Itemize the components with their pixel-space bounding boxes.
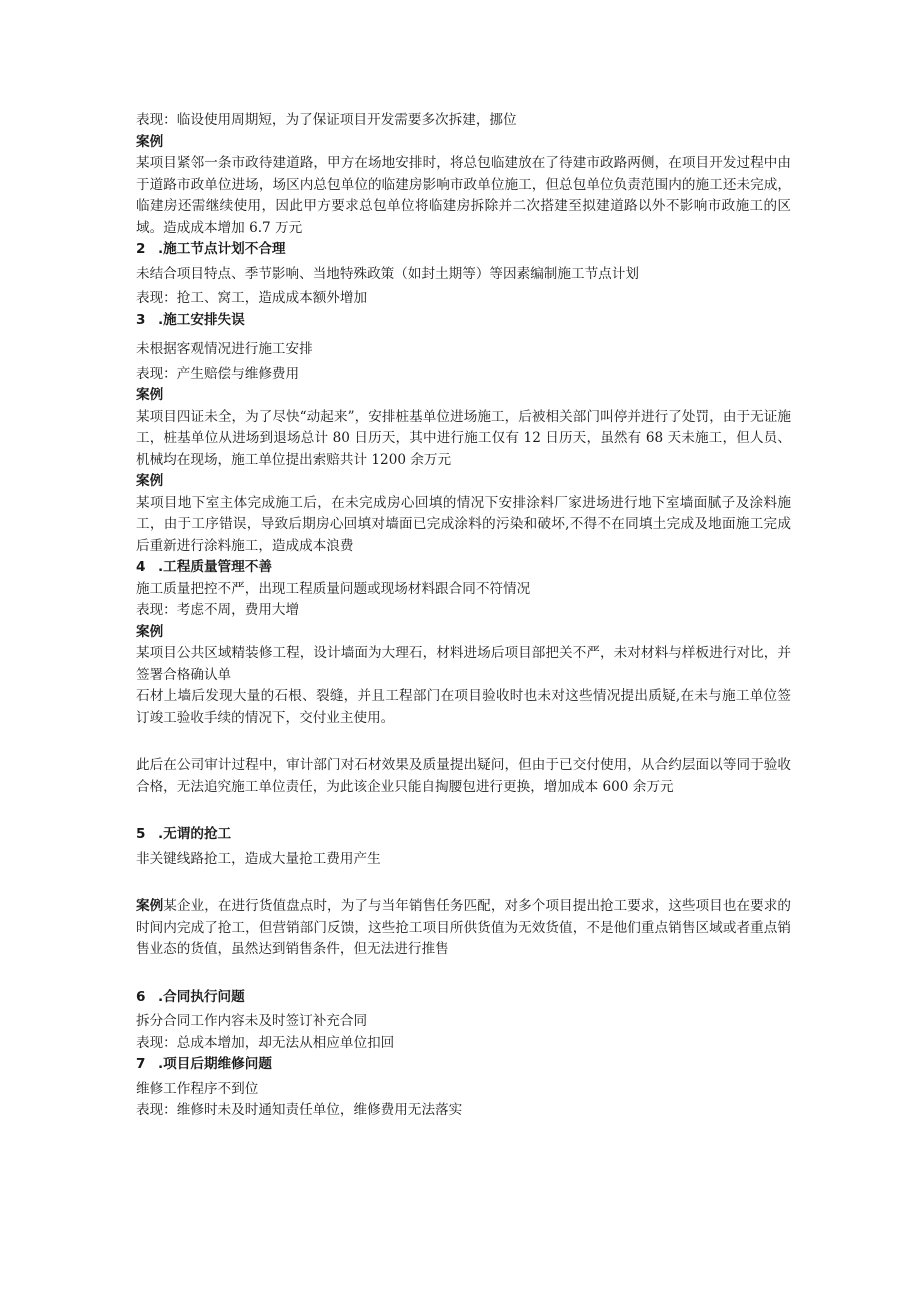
case-label: 案例 [136, 898, 164, 914]
section-title: .无谓的抢工 [158, 826, 232, 842]
section-title: .工程质量管理不善 [158, 559, 272, 575]
paragraph-arrangement-cause: 未根据客观情况进行施工安排 [136, 341, 313, 357]
section-heading-2 [136, 239, 791, 261]
case-text-stone-2: 石材上墙后发现大量的石根、裂缝，并且工程部门在项目验收时也未对这些情况提出质疑,在未与施工单位签订竣工验收手续的情况下，交付业主使用。 [136, 688, 791, 726]
paragraph-maintenance-cause: 维修工作程序不到位 [136, 1080, 259, 1097]
section-title: .施工安排失误 [158, 311, 245, 328]
section-heading-3 [136, 310, 791, 332]
paragraph-schedule-symptom: 表现：抢工、窝工，造成成本额外增加 [136, 290, 368, 306]
section-heading-5 [136, 824, 791, 846]
section-number: 5 [136, 826, 146, 842]
section-title: .合同执行问题 [158, 988, 245, 1005]
case-label: 案例 [136, 623, 164, 640]
section-heading-6 [136, 987, 791, 1009]
paragraph-schedule-cause: 未结合项目特点、季节影响、当地特殊政策（如封土期等）等因素编制施工节点计划 [136, 265, 639, 282]
case-text-rush: 某企业，在进行货值盘点时，为了与当年销售任务匹配，对多个项目提出抢工要求，这些项目也在要求的时间内完成了抢工，但营销部门反馈，这些抢工项目所供货值为无效货值，不是他们重点销售区域或者重点销售业态的货值，虽然达到销售条件，但无法进行推售 [136, 898, 791, 957]
paragraph-quality-cause: 施工质量把控不严，出现工程质量问题或现场材料跟合同不符情况 [136, 580, 531, 597]
case-paragraph-rush [136, 896, 791, 961]
paragraph-maintenance-symptom: 表现：维修时未及时通知责任单位，维修费用无法落实 [136, 1102, 463, 1118]
section-number: 2 [136, 241, 146, 257]
case-text-stone-3: 此后在公司审计过程中，审计部门对石材效果及质量提出疑问，但由于已交付使用，从合约层面以等同于验收合格，无法追究施工单位责任，为此该企业只能自掏腰包进行更换，增加成本 600 余万元 [136, 757, 791, 795]
case-label: 案例 [136, 473, 164, 489]
paragraph-temp-facility-symptom: 表现：临设使用周期短，为了保证项目开发需要多次拆建，挪位 [136, 112, 517, 128]
section-number: 7 [136, 1056, 146, 1072]
section-heading-4 [136, 557, 791, 579]
case-text-temp-facility: 某项目紧邻一条市政待建道路，甲方在场地安排时，将总包临建放在了待建市政路两侧，在项目开发过程中由于道路市政单位进场，场区内总包单位的临建房影响市政单位施工，但总包单位负责范围内的施工还未完成，临建房还需继续使用，因此甲方要求总包单位将临建房拆除并二次搭建至拟建道路以外不影响市政施工的区域。造成成本增加 6.7 万元 [136, 155, 791, 236]
paragraph-contract-cause: 拆分合同工作内容未及时签订补充合同 [136, 1013, 368, 1029]
section-number: 4 [136, 559, 146, 575]
paragraph-arrangement-symptom: 表现：产生赔偿与维修费用 [136, 365, 300, 382]
section-title: .项目后期维修问题 [158, 1056, 272, 1072]
case-label: 案例 [136, 387, 164, 403]
case-text-stone-1: 某项目公共区域精装修工程，设计墙面为大理石，材料进场后项目部把关不严，未对材料与样板进行对比，并签署合格确认单 [136, 645, 791, 683]
document-body [136, 110, 791, 1122]
case-text-permits: 某项目四证未全，为了尽快“动起来”，安排桩基单位进场施工，后被相关部门叫停并进行了处罚，由于无证施工，桩基单位从进场到退场总计 80 日历天，其中进行施工仅有 12 日历天，虽然有 68 天未施工，但人员、机械均在现场，施工单位提出索赔共计 1200 余万元 [136, 408, 791, 468]
section-number: 6 [136, 988, 146, 1005]
paragraph-rush-cause: 非关键线路抢工，造成大量抢工费用产生 [136, 850, 381, 867]
section-title: .施工节点计划不合理 [158, 241, 286, 257]
section-number: 3 [136, 311, 146, 328]
paragraph-quality-symptom: 表现：考虑不周，费用大增 [136, 602, 300, 618]
paragraph-contract-symptom: 表现：总成本增加，却无法从相应单位扣回 [136, 1034, 395, 1051]
case-label: 案例 [136, 133, 164, 150]
section-heading-7 [136, 1054, 791, 1076]
case-text-basement: 某项目地下室主体完成施工后，在未完成房心回填的情况下安排涂料厂家进场进行地下室墙面腻子及涂料施工，由于工序错误，导致后期房心回填对墙面已完成涂料的污染和破坏,不得不在同填土完成及地面施工完成后重新进行涂料施工，造成成本浪费 [136, 494, 791, 554]
